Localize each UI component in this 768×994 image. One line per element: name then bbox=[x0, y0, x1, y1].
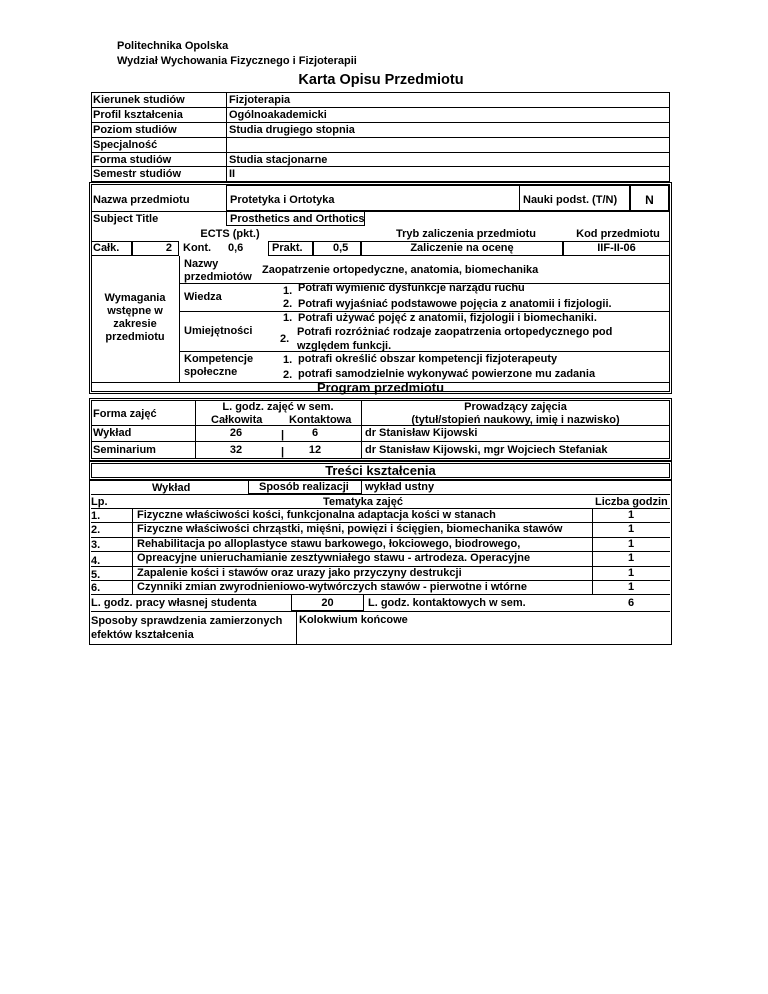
semester-value: II bbox=[229, 168, 236, 180]
program-row-total: 26 bbox=[229, 427, 243, 439]
topic-hours: 1 bbox=[627, 523, 635, 535]
topic-lp: 5. bbox=[91, 569, 101, 581]
hours-per-semester-label: L. godz. zajęć w sem. bbox=[222, 401, 334, 413]
topic-lp: 1. bbox=[91, 510, 101, 522]
assessment-label: Tryb zaliczenia przedmiotu bbox=[396, 228, 536, 240]
assessment-value: Zaliczenie na ocenę bbox=[410, 242, 514, 254]
content-title: Treści kształcenia bbox=[325, 463, 436, 478]
total-hours-col: Całkowita bbox=[211, 414, 263, 426]
course-name-value: Protetyka i Ortotyka bbox=[230, 194, 335, 206]
method-value: wykład ustny bbox=[365, 481, 435, 493]
basic-science-label: Nauki podst. (T/N) bbox=[523, 194, 618, 206]
knowledge-1-num: 1. bbox=[283, 285, 293, 297]
specialty-label: Specjalność bbox=[93, 139, 158, 151]
ects-total-value: 2 bbox=[165, 242, 172, 254]
program-row-separator: | bbox=[281, 446, 285, 458]
lp-label: Lp. bbox=[91, 496, 108, 508]
contact-hours-col: Kontaktowa bbox=[289, 414, 352, 426]
competence-2-num: 2. bbox=[283, 369, 293, 381]
ects-practical-value: 0,5 bbox=[333, 242, 349, 254]
program-row-separator: | bbox=[281, 429, 285, 441]
topic-hours: 1 bbox=[627, 567, 635, 579]
knowledge-1-text: Potrafi wymienić dysfunkcje narządu ruchu bbox=[298, 282, 525, 294]
hours-count-label: Liczba godzin bbox=[595, 496, 668, 508]
prerequisite-names-value: Zaopatrzenie ortopedyczne, anatomia, biomechanika bbox=[262, 264, 539, 276]
page-title: Karta Opisu Przedmiotu bbox=[298, 72, 464, 88]
education-profile-value: Ogólnoakademicki bbox=[229, 109, 327, 121]
class-form-label: Forma zajęć bbox=[93, 408, 157, 420]
self-work-value: 20 bbox=[321, 597, 334, 609]
course-name-label: Nazwa przedmiotu bbox=[93, 194, 190, 206]
topic-lp: 3. bbox=[91, 539, 101, 551]
program-row-form: Seminarium bbox=[93, 444, 156, 456]
field-of-study-label: Kierunek studiów bbox=[93, 94, 185, 106]
topic-hours: 1 bbox=[627, 581, 635, 593]
instructor-label: Prowadzący zajęcia bbox=[464, 401, 567, 413]
contact-hours-value: 6 bbox=[627, 597, 635, 609]
topic-lp: 4. bbox=[91, 555, 101, 567]
program-row-form: Wykład bbox=[93, 427, 132, 439]
topic-label: Tematyka zajęć bbox=[323, 496, 403, 508]
ects-contact-value: 0,6 bbox=[228, 242, 244, 254]
knowledge-label: Wiedza bbox=[184, 291, 222, 303]
skills-2-num: 2. bbox=[280, 333, 290, 345]
topic-text: Czynniki zmian zwyrodnieniowo-wytwórczych stawów - pierwotne i wtórne bbox=[137, 581, 527, 593]
prerequisite-names-label: Nazwy przedmiotów bbox=[184, 258, 252, 283]
skills-1-num: 1. bbox=[283, 312, 293, 324]
competence-label: Kompetencje społeczne bbox=[184, 353, 254, 378]
competence-1-num: 1. bbox=[283, 354, 293, 366]
university-name: Politechnika Opolska bbox=[117, 40, 229, 52]
subject-title-value: Prosthetics and Orthotics bbox=[230, 213, 365, 225]
study-level-label: Poziom studiów bbox=[93, 124, 177, 136]
competence-2-text: potrafi samodzielnie wykonywać powierzone mu zadania bbox=[298, 368, 596, 380]
topic-text: Zapalenie kości i stawów oraz urazy jako przyczyny destrukcji bbox=[137, 567, 462, 579]
topic-text: Rehabilitacja po alloplastyce stawu barkowego, łokciowego, biodrowego, bbox=[137, 538, 521, 550]
content-form: Wykład bbox=[152, 482, 191, 494]
contact-hours-label: L. godz. kontaktowych w sem. bbox=[368, 597, 526, 609]
subject-title-label: Subject Title bbox=[93, 213, 159, 225]
skills-1-text: Potrafi używać pojęć z anatomii, fizjologii i biomechaniki. bbox=[298, 312, 597, 324]
verification-value: Kolokwium końcowe bbox=[299, 614, 408, 626]
skills-label: Umiejętności bbox=[184, 325, 253, 337]
competence-1-text: potrafi określić obszar kompetencji fizjoterapeuty bbox=[298, 353, 558, 365]
ects-contact-label: Kont. bbox=[183, 242, 212, 254]
basic-science-value: N bbox=[645, 193, 654, 207]
study-level-value: Studia drugiego stopnia bbox=[229, 124, 355, 136]
ects-total-label: Całk. bbox=[93, 242, 120, 254]
education-profile-label: Profil kształcenia bbox=[93, 109, 183, 121]
knowledge-2-num: 2. bbox=[283, 298, 293, 310]
ects-label: ECTS (pkt.) bbox=[200, 228, 260, 240]
self-work-label: L. godz. pracy własnej studenta bbox=[91, 597, 257, 609]
semester-label: Semestr studiów bbox=[93, 168, 182, 180]
program-row-instructor: dr Stanisław Kijowski, mgr Wojciech Stefaniak bbox=[365, 444, 608, 456]
topic-text: Fizyczne właściwości kości, funkcjonalna adaptacja kości w stanach bbox=[137, 509, 496, 521]
topic-hours: 1 bbox=[627, 552, 635, 564]
knowledge-2-text: Potrafi wyjaśniać podstawowe pojęcia z anatomii i fizjologii. bbox=[298, 298, 612, 310]
field-of-study-value: Fizjoterapia bbox=[229, 94, 291, 106]
topic-text: Opreacyjne unieruchamianie zesztywniałego stawu - artrodeza. Operacyjne bbox=[137, 552, 531, 564]
skills-2-text: Potrafi rozróżniać rodzaje zaopatrzenia ortopedycznego pod względem funkcji. bbox=[297, 326, 613, 352]
topic-hours: 1 bbox=[627, 509, 635, 521]
topic-lp: 2. bbox=[91, 524, 101, 536]
instructor-sub-label: (tytuł/stopień naukowy, imię i nazwisko) bbox=[411, 414, 620, 426]
course-code-value: IIF-II-06 bbox=[597, 242, 636, 254]
ects-practical-label: Prakt. bbox=[272, 242, 303, 254]
method-label: Sposób realizacji bbox=[259, 481, 349, 493]
program-row-contact: 6 bbox=[311, 427, 319, 439]
course-code-label: Kod przedmiotu bbox=[576, 228, 660, 240]
program-row-contact: 12 bbox=[308, 444, 322, 456]
program-title: Program przedmiotu bbox=[316, 380, 445, 395]
program-row-instructor: dr Stanisław Kijowski bbox=[365, 427, 478, 439]
prerequisites-label: Wymagania wstępne w zakresie przedmiotu bbox=[104, 292, 166, 343]
verification-label: Sposoby sprawdzenia zamierzonych efektów kształcenia bbox=[91, 615, 283, 641]
study-form-value: Studia stacjonarne bbox=[229, 154, 328, 166]
topic-hours: 1 bbox=[627, 538, 635, 550]
study-form-label: Forma studiów bbox=[93, 154, 172, 166]
topic-text: Fizyczne właściwości chrząstki, mięśni, powięzi i ścięgien, biomechanika stawów bbox=[137, 523, 563, 535]
faculty-name: Wydział Wychowania Fizycznego i Fizjoterapii bbox=[117, 55, 357, 67]
program-row-total: 32 bbox=[229, 444, 243, 456]
topic-lp: 6. bbox=[91, 582, 101, 594]
